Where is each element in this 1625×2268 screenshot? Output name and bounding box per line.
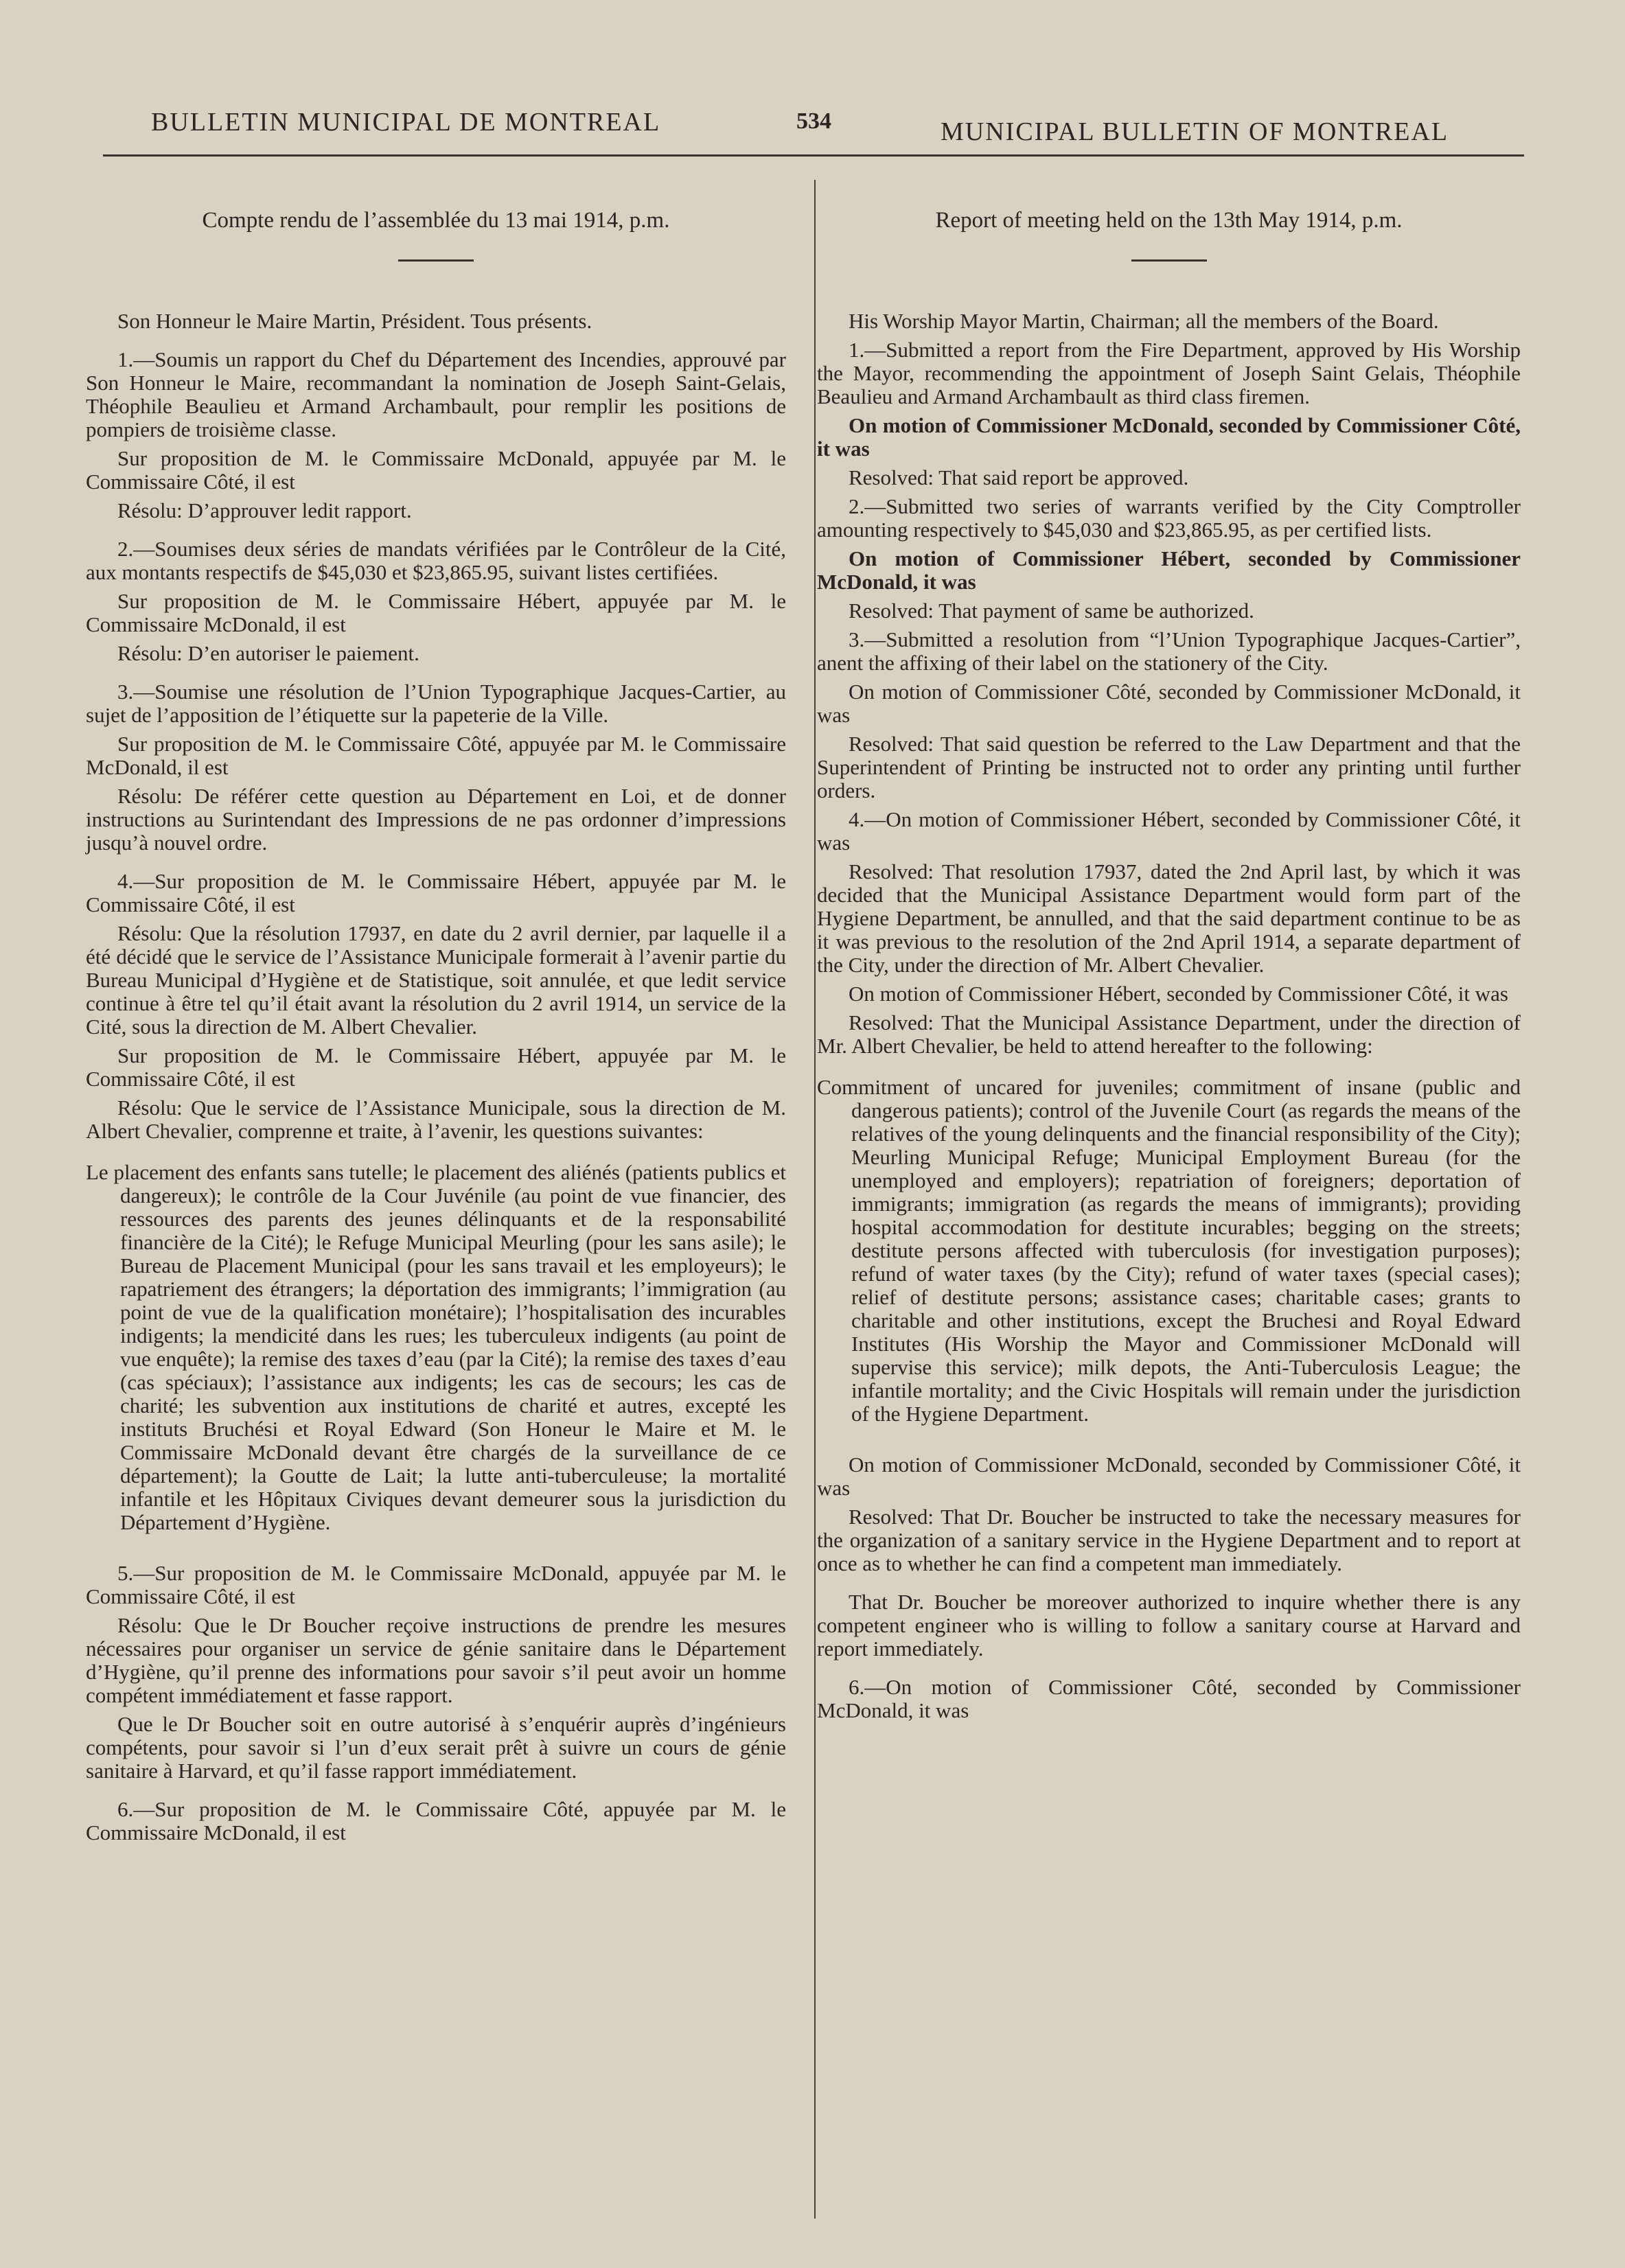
en-paragraph: Resolved: That resolution 17937, dated the 2nd April last, by which it was decided that the Municipal Assistance Department would form part of the Hygiene Department, be annulled, and that the said department continue to be as it was previous to the resolution of the 2nd April 1914, a separate department of the City, under the direction of Mr. Albert Chevalier.	[817, 859, 1521, 977]
fr-paragraph: Résolu: D’approuver ledit rapport.	[117, 498, 412, 522]
english-column	[817, 192, 1521, 1728]
en-paragraph: On motion of Commissioner McDonald, seconded by Commissioner Côté, it was	[817, 1453, 1521, 1500]
fr-paragraph: Sur proposition de M. le Commissaire McDonald, appuyée par M. le Commissaire Côté, il est	[86, 446, 786, 494]
header-rule	[103, 154, 1524, 157]
fr-paragraph: Résolu: De référer cette question au Département en Loi, et de donner instructions au Surintendant des Impressions de ne pas ordonner d’impressions jusqu’à nouvel ordre.	[86, 784, 786, 855]
fr-paragraph: Résolu: Que le Dr Boucher reçoive instructions de prendre les mesures nécessaires pour organiser un service de génie sanitaire dans le Département d’Hygiène, qu’il prenne des informations pour savoir s’il peut avoir un homme compétent immédiatement et fasse rapport.	[86, 1613, 786, 1707]
en-paragraph: Resolved: That Dr. Boucher be instructed to take the necessary measures for the organization of a sanitary service in the Hygiene Department and to report at once as to whether he can find a competent man immediately.	[817, 1505, 1521, 1575]
fr-paragraph: 6.—Sur proposition de M. le Commissaire Côté, appuyée par M. le Commissaire McDonald, il est	[86, 1797, 786, 1844]
fr-paragraph: 5.—Sur proposition de M. le Commissaire McDonald, appuyée par M. le Commissaire Côté, il est	[86, 1561, 786, 1608]
en-list-paragraph: Commitment of uncared for juveniles; commitment of insane (public and dangerous patients); control of the Juvenile Court (as regards the means of the relatives of the young delinquents and the financial responsibility of the City); Meurling Municipal Refuge; Municipal Employment Bureau (for the unemployed and employers); repatriation of foreigners; deportation of immigrants; immigration (as regards the means of immigrants); providing hospital accommodation for destitute incurables; begging on the streets; destitute persons affected with tuberculosis (for investigation purposes); refund of water taxes (by the City); refund of water taxes (special cases); relief of destitute persons; assistance cases; charitable cases; grants to charitable and other institutions, except the Bruchesi and Royal Edward Institutes (His Worship the Mayor and Commissioner McDonald will supervise this service); milk depots, the Anti-Tuberculosis League; the infantile mortality; and the Civic Hospitals will remain under the jurisdiction of the Hygiene Department.	[817, 1075, 1521, 1426]
fr-paragraph: Sur proposition de M. le Commissaire Hébert, appuyée par M. le Commissaire McDonald, il est	[86, 589, 786, 636]
en-paragraph: 1.—Submitted a report from the Fire Department, approved by His Worship the Mayor, recommending the appointment of Joseph Saint Gelais, Théophile Beaulieu and Armand Archambault as third class firemen.	[817, 338, 1521, 408]
en-paragraph: Resolved: That said report be approved.	[849, 465, 1189, 489]
fr-paragraph: Son Honneur le Maire Martin, Président. Tous présents.	[117, 309, 592, 333]
page-number: 534	[796, 108, 831, 134]
fr-list-paragraph: Le placement des enfants sans tutelle; le placement des aliénés (patients publics et dangereux); le contrôle de la Cour Juvénile (au point de vue financier, des ressources des parents des jeunes délinquants et de la responsabilité financière de la Cité); le Refuge Municipal Meurling (pour les sans asile); le Bureau de Placement Municipal (pour les sans travail et les employeurs); le rapatriement des étrangers; la déportation des immigrants; l’immigration (au point de vue de la qualification monétaire); l’hospitalisation des incurables indigents; la mendicité dans les rues; les tuberculeux indigents (au point de vue enquête); la remise des taxes d’eau (par la Cité); la remise des taxes d’eau (cas spéciaux); l’assistance aux indigents; les cas de secours; les cas de charité; les subvention aux institutions de charité et autres, excepté les instituts Bruchési et Royal Edward (Son Honeur le Maire et M. le Commissaire McDonald devant être chargés de la surveillance de ce département); la Goutte de Lait; la lutte anti-tuberculeuse; la mortalité infantile et les Hôpitaux Civiques devant demeurer sous la jurisdiction du Département d’Hygiène.	[86, 1160, 786, 1534]
en-paragraph: 2.—Submitted two series of warrants verified by the City Comptroller amounting respectively to $45,030 and $23,865.95, as per certified lists.	[817, 494, 1521, 542]
header-title-en: MUNICIPAL BULLETIN OF MONTREAL	[941, 117, 1449, 146]
en-paragraph: Resolved: That said question be referred to the Law Department and that the Superintendent of Printing be instructed not to order any printing until further orders.	[817, 732, 1521, 802]
french-title: Compte rendu de l’assemblée du 13 mai 1914, p.m.	[202, 208, 670, 233]
en-paragraph: Resolved: That payment of same be authorized.	[849, 599, 1254, 623]
page-header	[0, 103, 1625, 158]
en-paragraph: 6.—On motion of Commissioner Côté, seconded by Commissioner McDonald, it was	[817, 1675, 1521, 1722]
fr-paragraph: Résolu: Que le service de l’Assistance Municipale, sous la direction de M. Albert Chevalier, comprenne et traite, à l’avenir, les questions suivantes:	[86, 1096, 786, 1143]
fr-paragraph: 1.—Soumis un rapport du Chef du Département des Incendies, approuvé par Son Honneur le Maire, recommandant la nomination de Joseph Saint-Gelais, Théophile Beaulieu et Armand Archambault, pour remplir les positions de pompiers de troisième classe.	[86, 347, 786, 441]
header-title-fr: BULLETIN MUNICIPAL DE MONTREAL	[151, 108, 661, 137]
fr-paragraph: Sur proposition de M. le Commissaire Côté, appuyée par M. le Commissaire McDonald, il est	[86, 732, 786, 779]
fr-paragraph: 2.—Soumises deux séries de mandats vérifiées par le Contrôleur de la Cité, aux montants respectifs de $45,030 et $23,865.95, suivant listes certifiées.	[86, 537, 786, 584]
french-column	[86, 192, 786, 1850]
en-paragraph: On motion of Commissioner Hébert, seconded by Commissioner Côté, it was	[849, 982, 1508, 1006]
en-paragraph: 4.—On motion of Commissioner Hébert, seconded by Commissioner Côté, it was	[817, 807, 1521, 855]
en-paragraph: Resolved: That the Municipal Assistance Department, under the direction of Mr. Albert Chevalier, be held to attend hereafter to the following:	[817, 1010, 1521, 1058]
column-divider	[814, 180, 816, 2219]
fr-paragraph: Résolu: D’en autoriser le paiement.	[117, 641, 419, 665]
title-separator	[398, 259, 474, 262]
fr-paragraph: 4.—Sur proposition de M. le Commissaire Hébert, appuyée par M. le Commissaire Côté, il est	[86, 869, 786, 916]
en-paragraph: 3.—Submitted a resolution from “l’Union Typographique Jacques-Cartier”, anent the affixing of their label on the stationery of the City.	[817, 627, 1521, 675]
en-paragraph: That Dr. Boucher be moreover authorized to inquire whether there is any competent engineer who is willing to follow a sanitary course at Harvard and report immediately.	[817, 1590, 1521, 1660]
title-separator	[1131, 259, 1207, 262]
en-paragraph: On motion of Commissioner McDonald, seconded by Commissioner Côté, it was	[817, 413, 1521, 461]
fr-paragraph: Résolu: Que la résolution 17937, en date du 2 avril dernier, par laquelle il a été décidé que le service de l’Assistance Municipale formerait à l’avenir partie du Bureau Municipal d’Hygiène et de Statistique, soit annulée, et que ledit service continue à être tel qu’il était avant la résolution du 2 avril 1914, un service de la Cité, sous la direction de M. Albert Chevalier.	[86, 921, 786, 1039]
en-paragraph: On motion of Commissioner Hébert, seconded by Commissioner McDonald, it was	[817, 546, 1521, 594]
fr-paragraph: Sur proposition de M. le Commissaire Hébert, appuyée par M. le Commissaire Côté, il est	[86, 1043, 786, 1091]
fr-paragraph: Que le Dr Boucher soit en outre autorisé à s’enquérir auprès d’ingénieurs compétents, pour savoir si l’un d’eux serait prêt à suivre un cours de génie sanitaire à Harvard, et qu’il fasse rapport immédiatement.	[86, 1712, 786, 1783]
en-paragraph: His Worship Mayor Martin, Chairman; all the members of the Board.	[849, 309, 1439, 333]
fr-paragraph: 3.—Soumise une résolution de l’Union Typographique Jacques-Cartier, au sujet de l’apposition de l’étiquette sur la papeterie de la Ville.	[86, 680, 786, 727]
en-paragraph: On motion of Commissioner Côté, seconded by Commissioner McDonald, it was	[817, 680, 1521, 727]
english-title: Report of meeting held on the 13th May 1914, p.m.	[935, 208, 1403, 233]
